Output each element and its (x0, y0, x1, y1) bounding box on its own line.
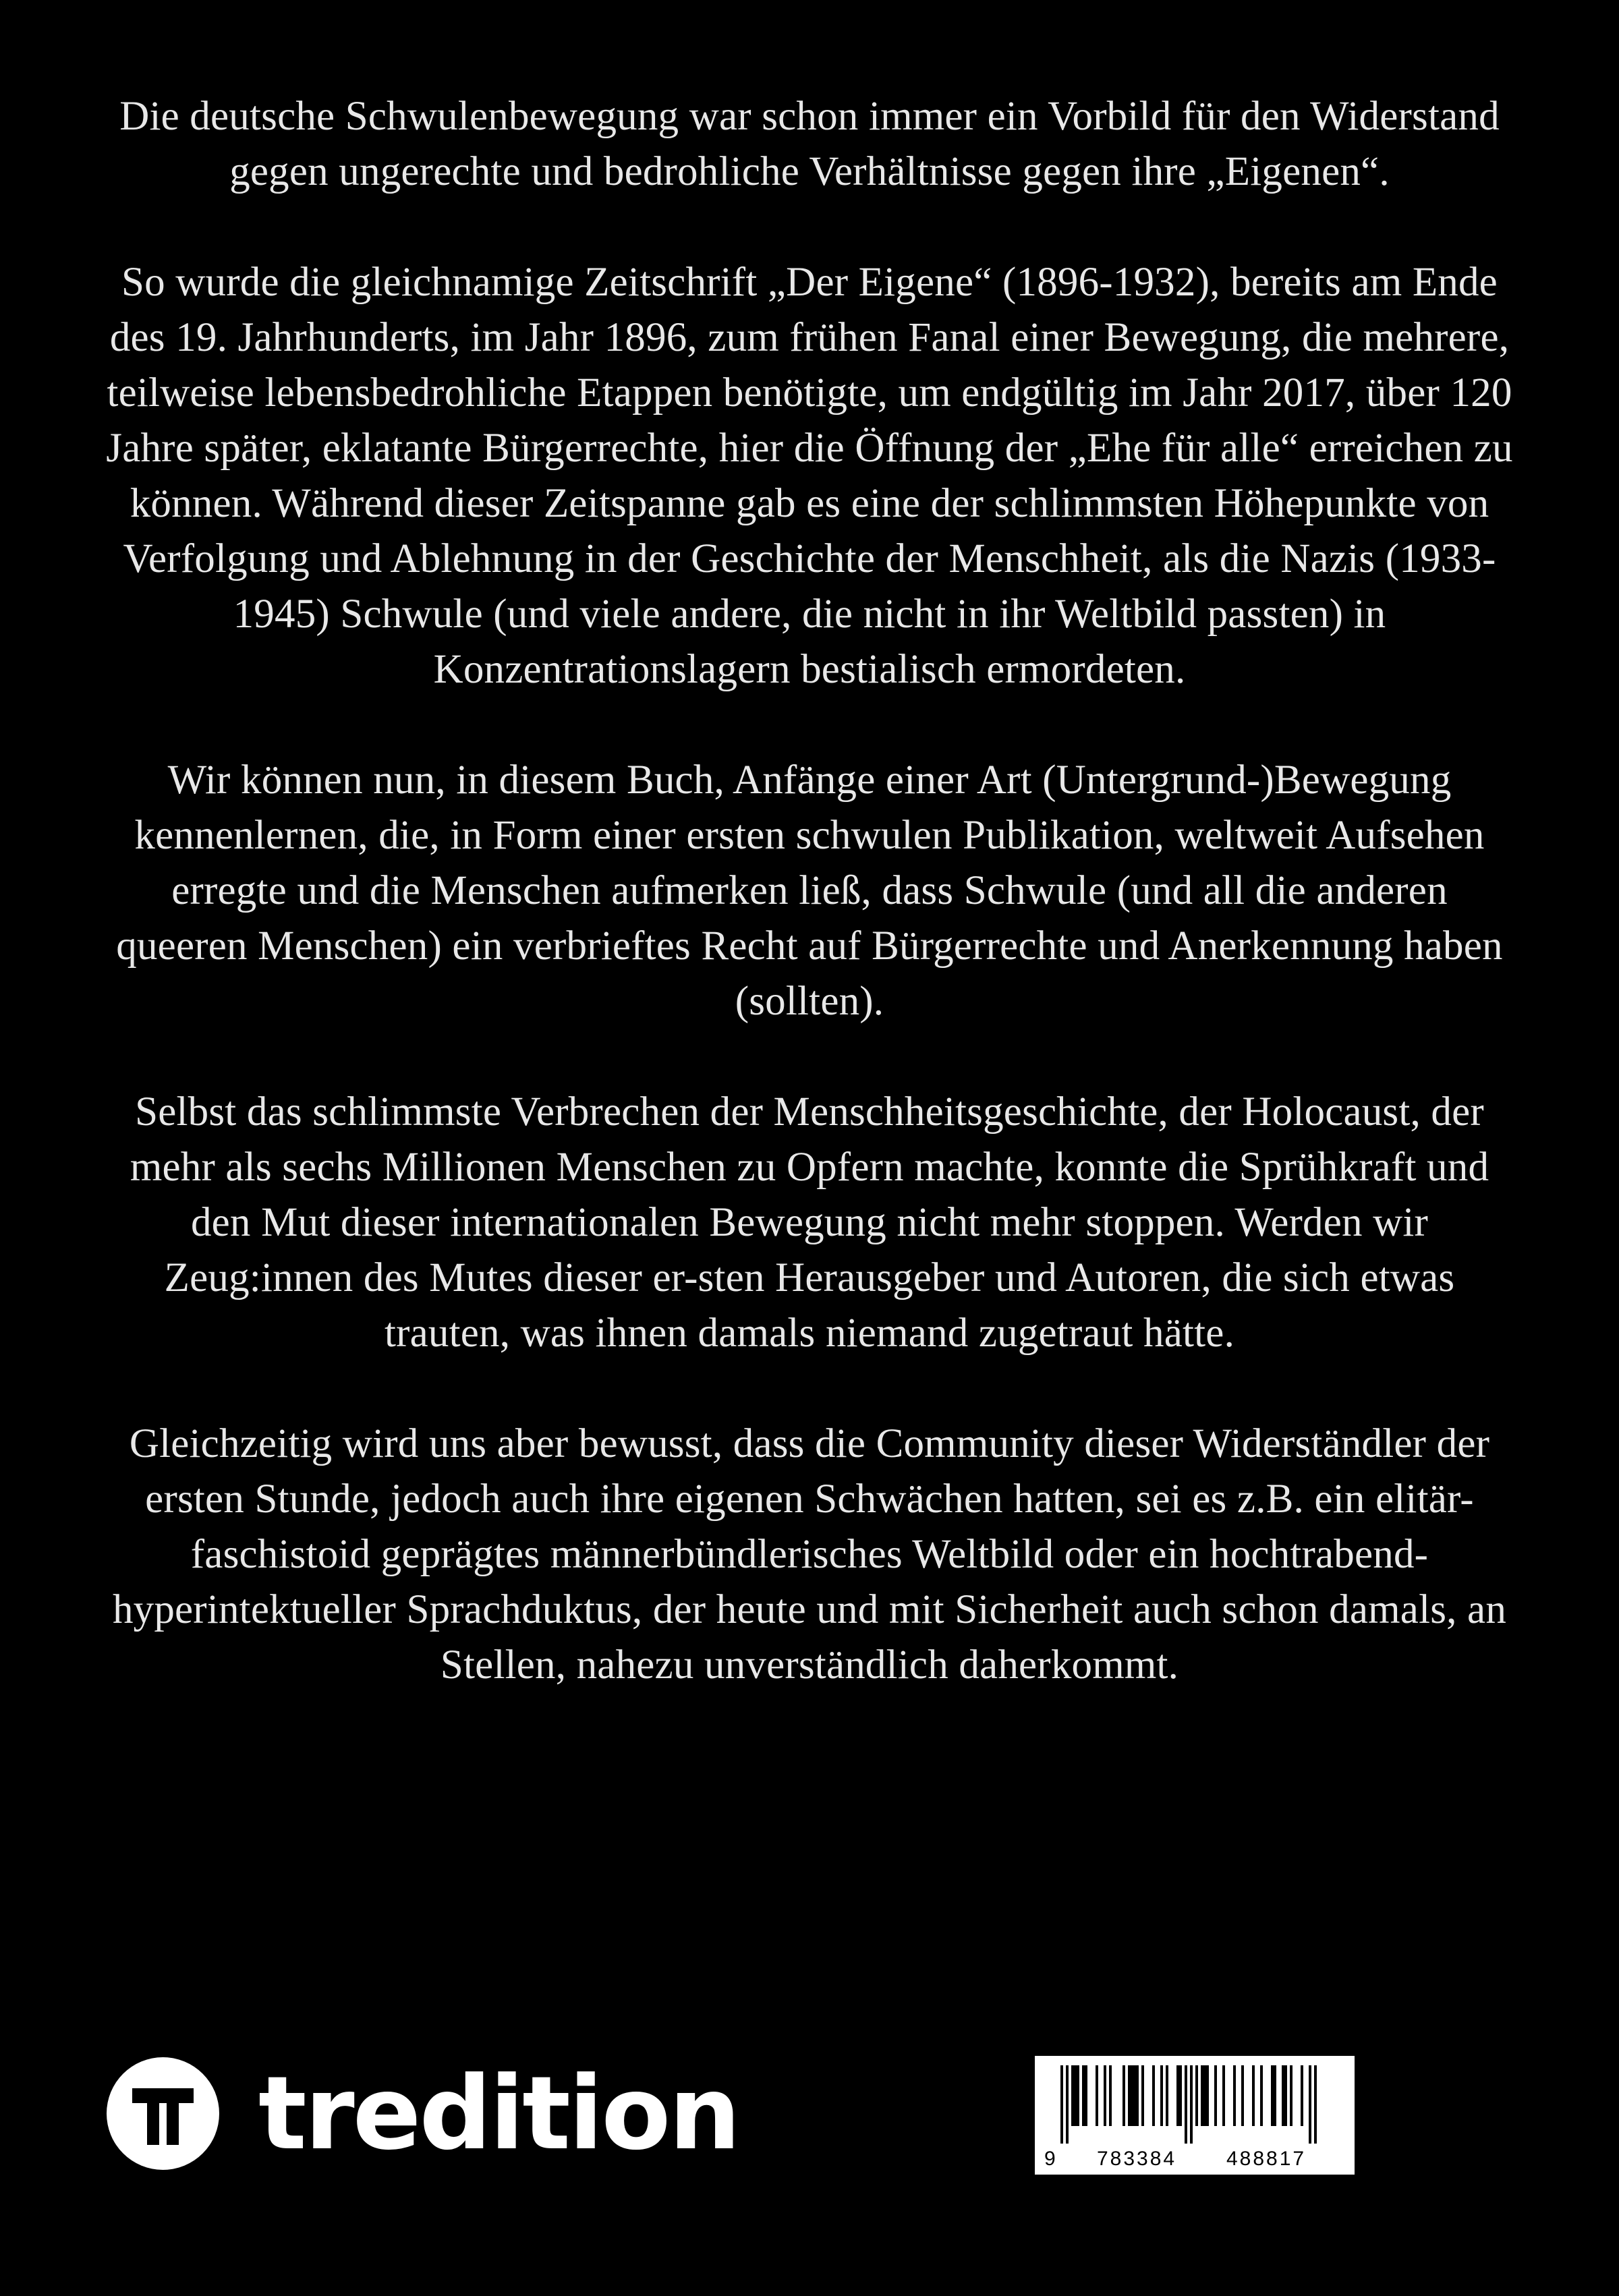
blurb-paragraph-4: Selbst das schlimmste Verbrechen der Menschheitsgeschichte, der Holocaust, der mehr als sechs Millionen Menschen zu Opfern machte, konnte die Sprühkraft und den Mut dieser internationalen Bewegung nicht mehr stoppen. Werden wir Zeug:innen des Mutes dieser er-sten Herausgeber und Autoren, die sich etwas trauten, was ihnen damals niemand zugetraut hätte. (130, 1089, 1489, 1356)
barcode-bar (1203, 2065, 1206, 2126)
barcode-bar (1233, 2065, 1236, 2126)
barcode-bar (1290, 2065, 1293, 2126)
barcode-bar (1195, 2065, 1198, 2126)
barcode-bar (1074, 2065, 1077, 2126)
barcode-bar (1096, 2065, 1098, 2126)
barcode-bar (1166, 2065, 1168, 2126)
barcode-bar (1082, 2065, 1085, 2126)
barcode-bar (1133, 2065, 1136, 2126)
barcode-bar (1141, 2065, 1144, 2126)
barcode-bar (1131, 2065, 1133, 2126)
barcode-bar (1060, 2065, 1063, 2144)
barcode-bar (1066, 2065, 1069, 2144)
barcode-bar (1136, 2065, 1139, 2126)
blurb-paragraph-2: So wurde die gleichnamige Zeitschrift „Der Eigene“ (1896-1932), bereits am Ende des 19. Jahrhunderts, im Jahr 1896, zum frühen Fanal einer Bewegung, die mehrere, teilweise lebensbedrohliche Etappen benötigte, um endgültig im Jahr 2017, über 120 Jahre später, eklatante Bürgerrechte, hier die Öffnung der „Ehe für alle“ erreichen zu können. Während dieser Zeitspanne gab es eine der schlimmsten Höhepunkte von Verfolgung und Ablehnung in der Geschichte der Menschheit, als die Nazis (1933-1945) Schwule (und viele andere, die nicht in ihr Weltbild passten) in Konzentrationslagern bestialisch ermordeten. (106, 260, 1513, 692)
barcode-bar (1185, 2065, 1187, 2144)
barcode-bar (1260, 2065, 1263, 2126)
barcode-bar (1274, 2065, 1276, 2126)
barcode-bar (1152, 2065, 1155, 2126)
barcode-bar (1128, 2065, 1131, 2126)
barcode-bar (1252, 2065, 1255, 2126)
barcode-bar (1176, 2065, 1179, 2126)
barcode-bar (1160, 2065, 1163, 2126)
publisher-logo (107, 2055, 739, 2173)
barcode-bar (1104, 2065, 1106, 2126)
barcode-bar (1085, 2065, 1087, 2126)
blurb-paragraph-1: Die deutsche Schwulenbewegung war schon immer ein Vorbild für den Widerstand gegen ungerechte und bedrohliche Verhältnisse gegen ihre „Eigenen“. (119, 94, 1500, 194)
publisher-name: tredition (258, 2055, 739, 2173)
barcode-bar (1123, 2065, 1125, 2126)
barcode-bar (1201, 2065, 1203, 2126)
barcode-bar (1206, 2065, 1209, 2126)
barcode-bar (1309, 2065, 1311, 2144)
barcode-bar (1282, 2065, 1284, 2126)
barcode-bar (1314, 2065, 1317, 2144)
barcode-right-group: 488817 (1226, 2148, 1307, 2170)
isbn-barcode (1035, 2056, 1355, 2175)
barcode-bar (1214, 2065, 1217, 2126)
barcode-bar (1271, 2065, 1274, 2126)
barcode-bar (1071, 2065, 1074, 2126)
barcode-bar (1179, 2065, 1182, 2126)
barcode-bar (1109, 2065, 1112, 2126)
blurb-paragraph-3: Wir können nun, in diesem Buch, Anfänge einer Art (Untergrund-)Bewegung kennenlernen, die, in Form einer ersten schwulen Publikation, weltweit Aufsehen erregte und die Menschen aufmerken ließ, dass Schwule (und all die anderen queeren Menschen) ein verbrieftes Recht auf Bürgerrechte und Anerkennung haben (sollten). (116, 757, 1503, 1024)
back-cover-blurb (101, 89, 1518, 1693)
barcode-bar (1284, 2065, 1287, 2126)
barcode-lead-digit: 9 (1044, 2148, 1056, 2170)
barcode-bar (1077, 2065, 1079, 2126)
barcode-bars (1047, 2065, 1342, 2144)
barcode-bar (1301, 2065, 1303, 2126)
barcode-left-group: 783384 (1097, 2148, 1177, 2170)
blurb-paragraph-5: Gleichzeitig wird uns aber bewusst, dass die Community dieser Widerständler der ersten Stunde, jedoch auch ihre eigenen Schwächen hatten, sei es z.B. ein elitär-faschistoid geprägtes männerbündlerisches Weltbild oder ein hochtrabend-hyperintektueller Sprachduktus, der heute und mit Sicherheit auch schon damals, an Stellen, nahezu unverständlich daherkommt. (112, 1421, 1507, 1688)
barcode-bar (1241, 2065, 1244, 2126)
barcode-bar (1190, 2065, 1193, 2144)
tredition-t-icon (107, 2057, 219, 2170)
barcode-bar (1222, 2065, 1225, 2126)
